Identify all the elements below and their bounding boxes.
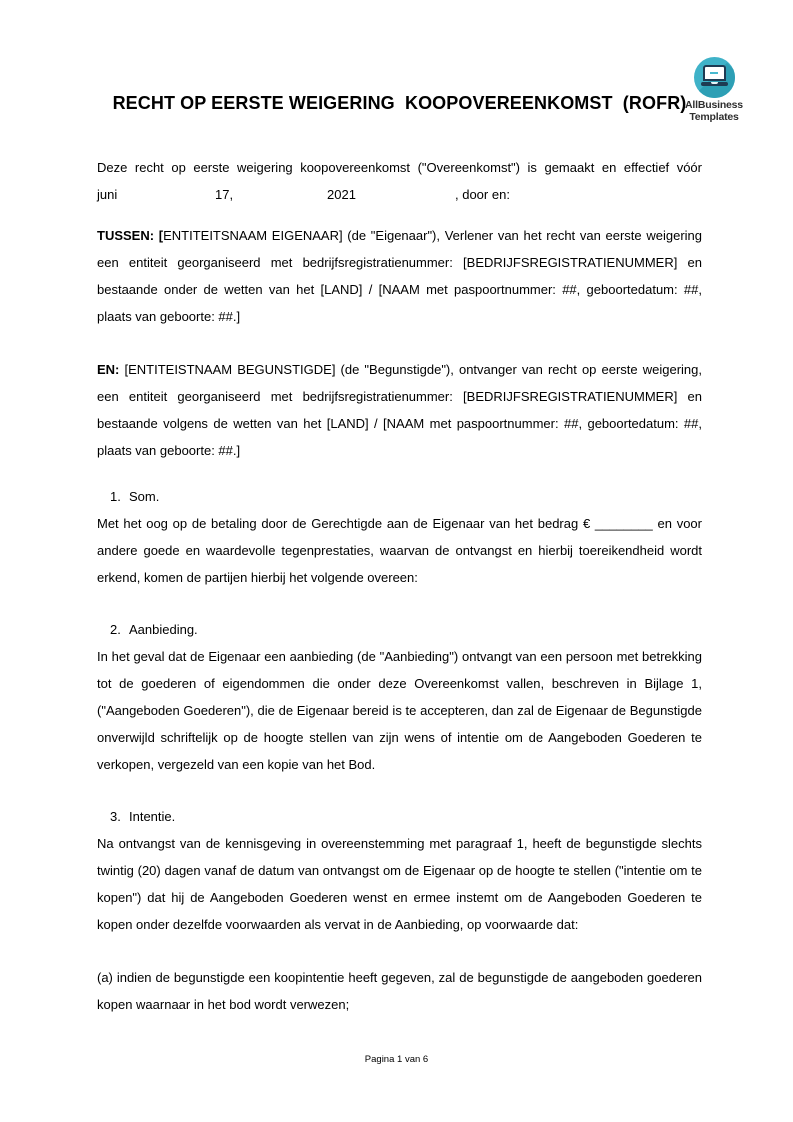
laptop-glyph	[694, 57, 735, 86]
section-intentie	[97, 803, 702, 938]
section-som-title: Som.	[129, 489, 160, 504]
en-label: EN:	[97, 362, 120, 377]
logo-wordmark-line1: AllBusiness	[685, 99, 743, 111]
tussen-text: ENTITEITSNAAM EIGENAAR] (de "Eigenaar"), Verlener van het recht van eerste weigering een entiteit georganiseerd met bedrijfsregistratienummer: [BEDRIJFSREGISTRATIENUMMER] en bestaande onder de wetten van het [LAND] / [NAAM met paspoortnummer: ##, geboortedatum: ##, plaats van geboorte: ##.]	[97, 228, 702, 324]
section-aanbieding	[97, 616, 702, 778]
date-line	[97, 181, 702, 208]
laptop-base	[701, 82, 728, 86]
section-intentie-title: Intentie.	[129, 809, 176, 824]
section-aanbieding-heading	[97, 616, 702, 643]
section-aanbieding-number: 2.	[110, 622, 121, 637]
laptop-screen-dash	[710, 72, 718, 74]
intro-paragraph	[97, 154, 702, 208]
date-suffix-text: , door en:	[455, 187, 510, 202]
document-body	[97, 0, 702, 1018]
en-text: [ENTITEISTNAAM BEGUNSTIGDE] (de "Begunstigde"), ontvanger van recht op eerste weigering, een entiteit georganiseerd met bedrijfsregistratienummer: [BEDRIJFSREGISTRATIENUMMER] en bestaande volgens de wetten van het [LAND] / [NAAM met paspoortnummer: ##, geboortedatum: ##, plaats van geboorte: ##.]	[97, 362, 702, 458]
intro-line: Deze recht op eerste weigering koopovereenkomst ("Overeenkomst") is gemaakt en effectief vóór	[97, 160, 702, 175]
clause-a-paragraph: (a) indien de begunstigde een koopintentie heeft gegeven, zal de begunstigde de aangeboden goederen kopen waarnaar in het bod wordt verwezen;	[97, 970, 702, 1012]
logo-wordmark-line2: Templates	[689, 110, 739, 123]
section-intentie-heading	[97, 803, 702, 830]
en-paragraph	[97, 356, 702, 464]
section-som-heading	[97, 483, 702, 510]
document-title: RECHT OP EERSTE WEIGERING KOOPOVEREENKOMST (ROFR)	[112, 93, 687, 113]
section-intentie-number: 3.	[110, 809, 121, 824]
date-month-value: juni	[97, 187, 118, 202]
section-som-number: 1.	[110, 489, 121, 504]
section-aanbieding-body: In het geval dat de Eigenaar een aanbieding (de "Aanbieding") ontvangt van een persoon met betrekking tot de goederen of eigendommen die onder deze Overeenkomst vallen, beschreven in Bijlage 1, ("Aangeboden Goederen"), die de Eigenaar bereid is te accepteren, dan zal de Eigenaar de Begunstigde onverwijld schriftelijk op de hoogte stellen van zijn wens of intentie om de Aangeboden Goederen te verkopen, vergezeld van een kopie van het Bod.	[97, 649, 702, 772]
section-som-body: Met het oog op de betaling door de Gerechtigde aan de Eigenaar van het bedrag € ________ en voor andere goede en waardevolle tegenprestaties, waarvan de ontvangst en hierbij toereikendheid wordt erkend, komen de partijen hierbij het volgende overeen:	[97, 516, 702, 585]
tussen-label: TUSSEN: [	[97, 228, 164, 243]
laptop-screen	[703, 65, 726, 81]
page-number: Pagina 1 van 6	[364, 1054, 429, 1065]
tussen-paragraph	[97, 222, 702, 330]
date-day-value: 17,	[215, 187, 234, 202]
section-aanbieding-title: Aanbieding.	[129, 622, 198, 637]
section-intentie-body: Na ontvangst van de kennisgeving in overeenstemming met paragraaf 1, heeft de begunstigde slechts twintig (20) dagen vanaf de datum van ontvangst om de Eigenaar op de hoogte te stellen ("intentie om te kopen") dat hij de Aangeboden Goederen wenst en ermee instemt om de Aangeboden Goederen te kopen onder dezelfde voorwaarden als vervat in de Aanbieding, op voorwaarde dat:	[97, 836, 702, 932]
laptop-icon	[694, 57, 735, 98]
date-year-value: 2021	[327, 187, 356, 202]
section-som	[97, 483, 702, 591]
